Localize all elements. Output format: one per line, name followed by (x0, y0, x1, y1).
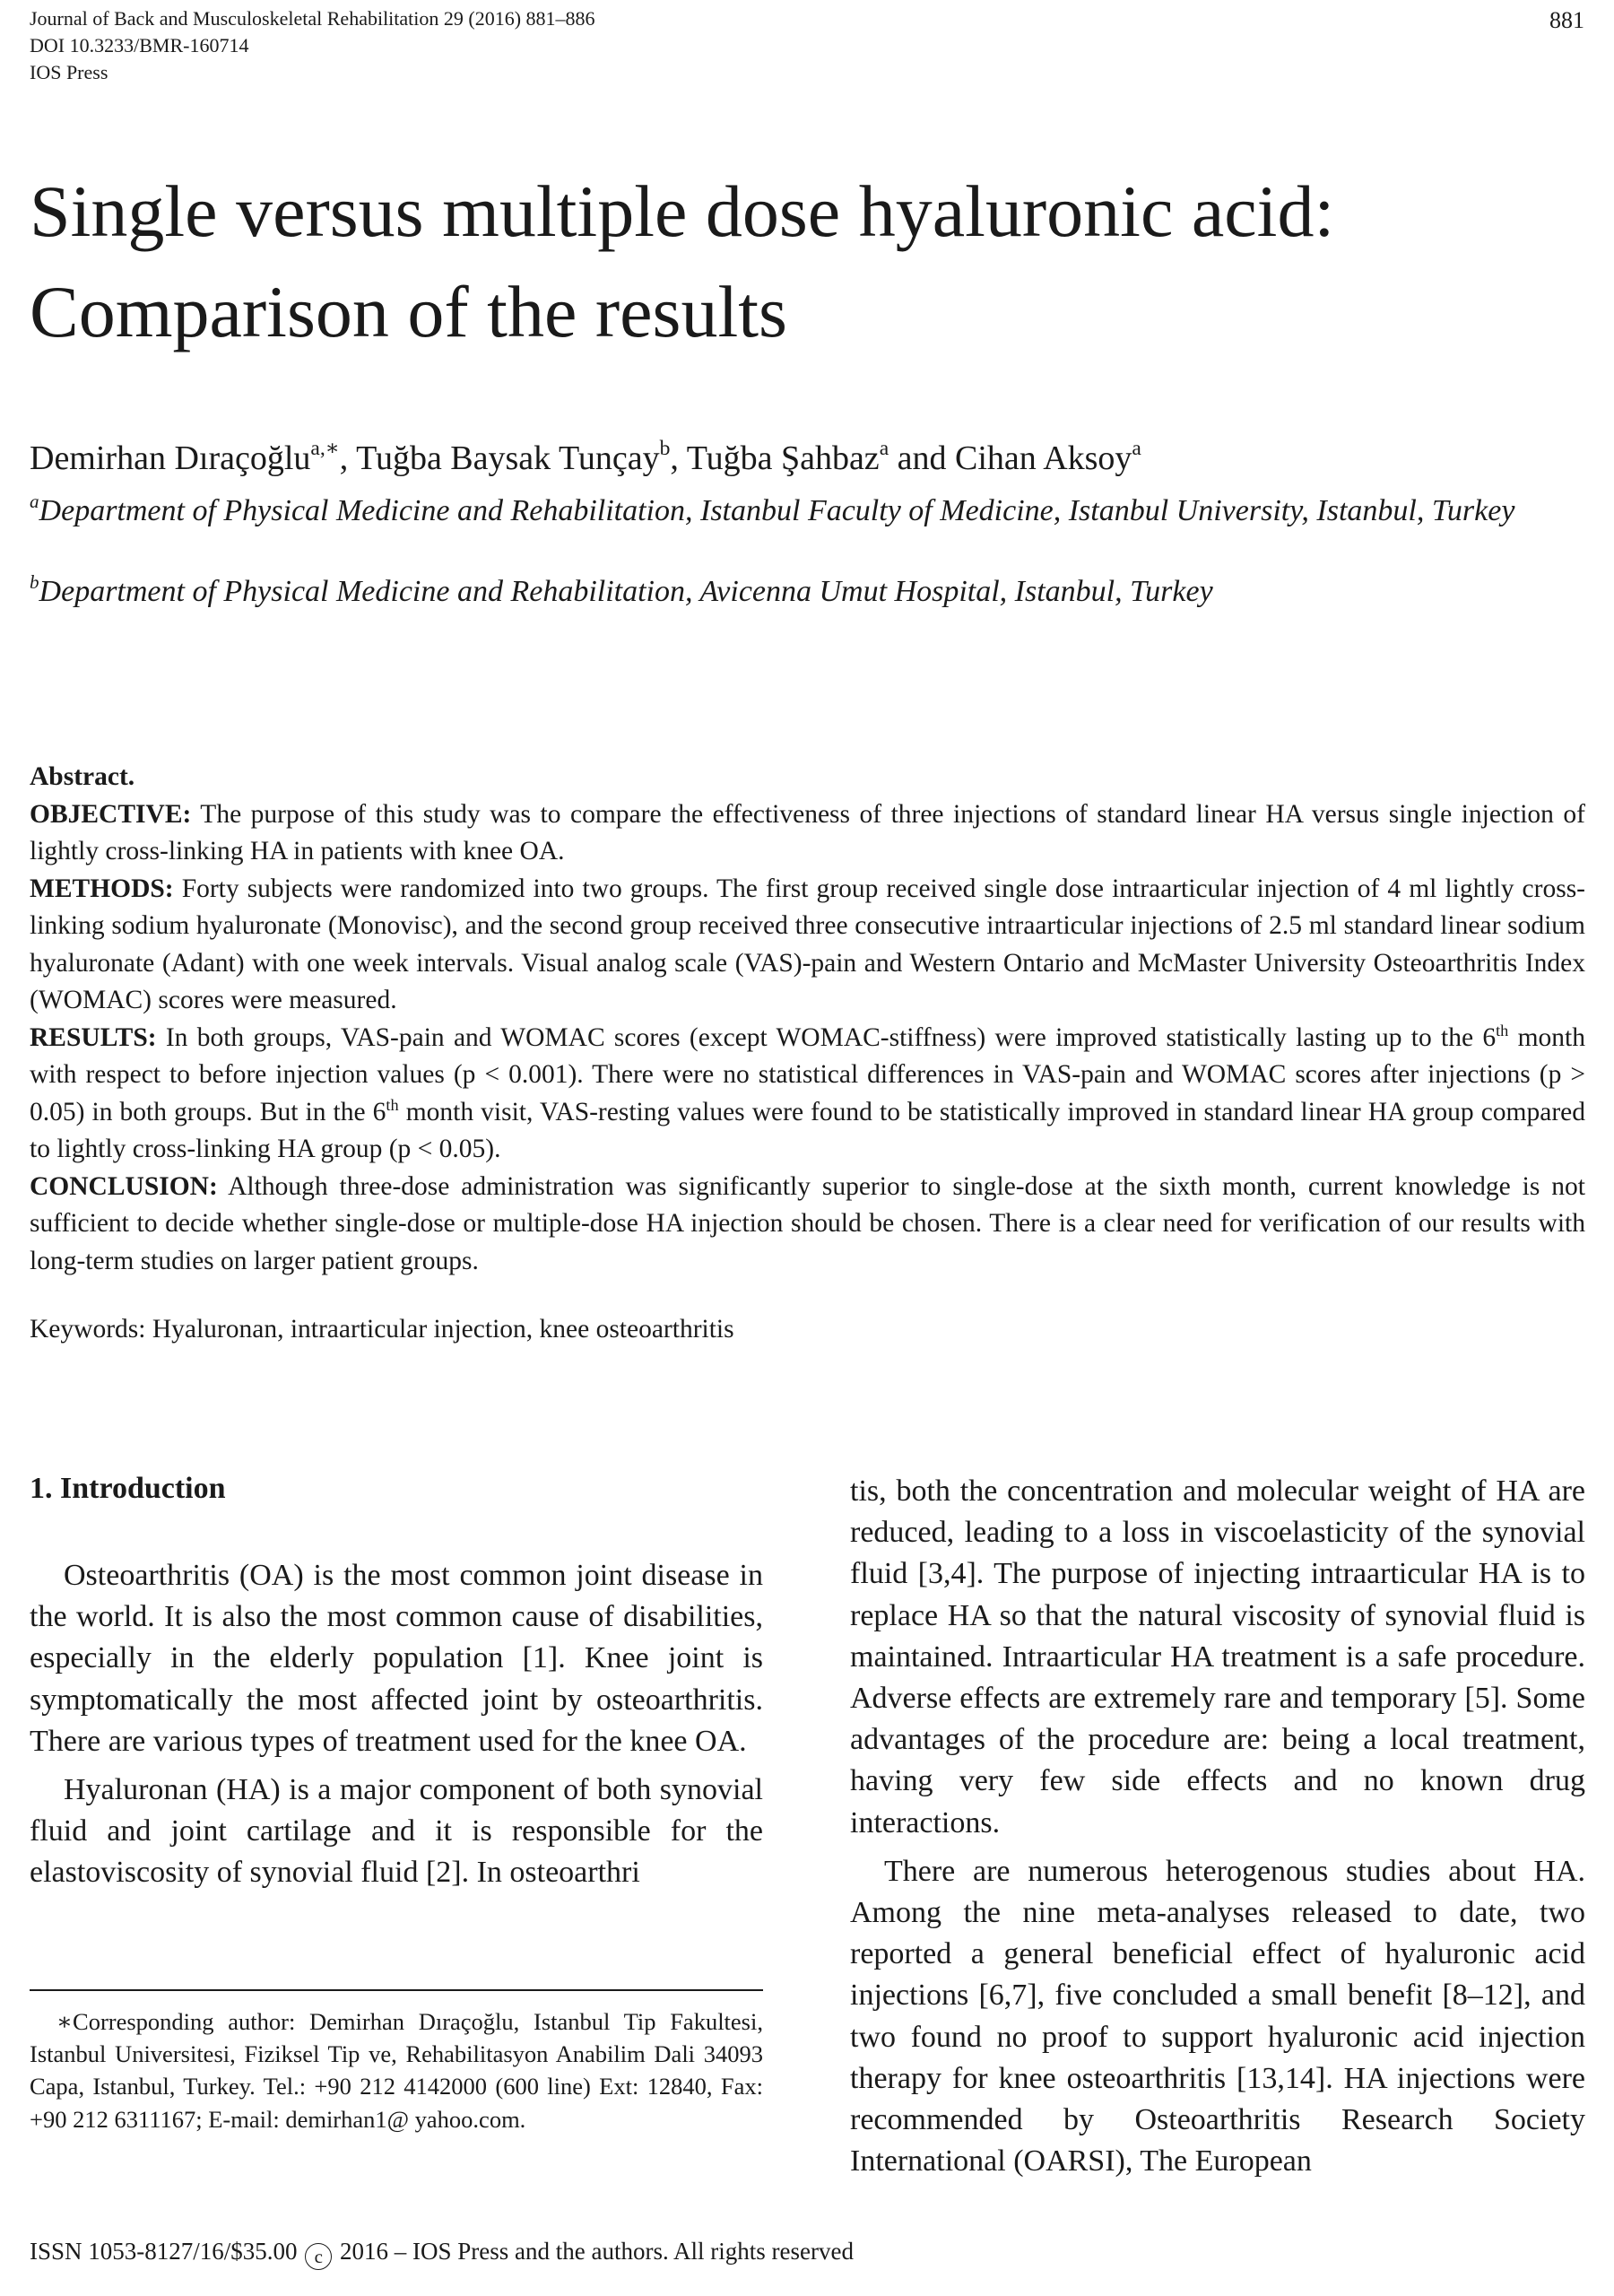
intro-paragraph-3: There are numerous heterogenous studies about HA. Among the nine meta-analyses released to date, two reported a general beneficial effect of hyaluronic acid injections [6,7], five concluded a small benefit [8–12], and two found no proof to support hyaluronic acid injection therapy for knee osteoarthritis [13,14]. HA injections were recommended by Osteoarthritis Research Society International (OARSI), The European (850, 1854, 1585, 2179)
author-4: Cihan Aksoy (955, 439, 1132, 477)
footnote-text: Corresponding author: Demirhan Dıraçoğlu, Istanbul Tip Fakultesi, Istanbul Universitesi, Fiziksel Tip ve, Rehabilitasyon Anabilim Dali 34093 Capa, Istanbul, Turkey. Tel.: +90 212 4142000 (600 line) Ext: 12840, Fax: +90 212 6311167; E-mail: demirhan1@ yahoo.com. (30, 2008, 763, 2133)
affiliation-b (30, 572, 1590, 612)
page-number: 881 (1549, 7, 1584, 33)
intro-paragraph-1: Osteoarthritis (OA) is the most common joint disease in the world. It is also the most common cause of disabilities, especially in the elderly population [1]. Knee joint is symptomatically the most affected joint by osteoarthritis. There are various types of treatment used for the knee OA. (30, 1559, 763, 1758)
corresponding-author-footnote (30, 2005, 763, 2135)
author-2-affiliation: b (659, 437, 671, 461)
results-text: In both groups, VAS-pain and WOMAC scores (except WOMAC-stiffness) were improved statistically lasting up to the 6 (156, 1022, 1497, 1052)
right-column (850, 1471, 1585, 2182)
footnote-marker: ∗ (56, 2008, 74, 2035)
author-4-affiliation: a (1132, 437, 1141, 461)
article-title (30, 161, 1581, 362)
affiliation-marker: b (30, 570, 39, 593)
abstract (30, 759, 1585, 1280)
affiliation-a (30, 491, 1590, 531)
doi: DOI 10.3233/BMR-160714 (30, 34, 249, 57)
title-line-2: Comparison of the results (30, 271, 787, 352)
section-heading-introduction: 1. Introduction (30, 1472, 226, 1505)
affiliation-text: Department of Physical Medicine and Rehabilitation, Istanbul Faculty of Medicine, Istanbul University, Istanbul, Turkey (39, 494, 1515, 527)
left-column (30, 1555, 763, 1894)
abstract-results (30, 1020, 1585, 1169)
author-2: Tuğba Baysak Tunçay (356, 439, 660, 477)
abstract-heading: Abstract. (30, 762, 135, 791)
keywords: Keywords: Hyaluronan, intraarticular injection, knee osteoarthritis (30, 1315, 734, 1344)
publisher: IOS Press (30, 61, 108, 83)
intro-paragraph-continued: tis, both the concentration and molecular weight of HA are reduced, leading to a loss in viscoelasticity of the synovial fluid [3,4]. The purpose of injecting intraarticular HA is to replace HA so that the natural viscosity of synovial fluid is maintained. Intraarticular HA treatment is a safe procedure. Adverse effects are extremely rare and temporary [5]. Some advantages of the procedure are: being a local treatment, having very few side effects and no known drug interactions. (850, 1474, 1585, 1839)
author-separator: , (339, 439, 357, 477)
conclusion-label: CONCLUSION: (30, 1171, 218, 1201)
results-text: month visit, VAS-resting values were found to be statistically improved in standard linear HA group compared to lightly cross-linking HA group (p < 0.05). (30, 1097, 1585, 1163)
objective-label: OBJECTIVE: (30, 799, 192, 829)
author-separator: , (670, 439, 687, 477)
author-3: Tuğba Şahbaz (686, 439, 880, 477)
journal-citation: Journal of Back and Musculoskeletal Rehabilitation 29 (2016) 881–886 (30, 7, 595, 30)
author-separator: and (889, 439, 956, 477)
objective-text: The purpose of this study was to compare the effectiveness of three injections of standard linear HA versus single injection of lightly cross-linking HA in patients with knee OA. (30, 799, 1585, 865)
results-text: month with respect to before injection values (p < 0.001). There were no statistical differences in VAS-pain and WOMAC scores after injections (p > 0.05) in both groups. But in the 6 (30, 1022, 1585, 1126)
footnote-rule (30, 1989, 763, 1991)
author-3-affiliation: a (879, 437, 889, 461)
ordinal-suffix: th (1496, 1021, 1509, 1039)
author-1-affiliation: a,∗ (310, 437, 340, 461)
title-line-1: Single versus multiple dose hyaluronic acid: (30, 170, 1335, 252)
copyright-icon: c (305, 2243, 332, 2270)
abstract-objective (30, 796, 1585, 871)
copyright-footer (30, 2236, 854, 2270)
author-list (30, 438, 1141, 479)
author-1: Demirhan Dıraçoğlu (30, 439, 311, 477)
intro-paragraph-2: Hyaluronan (HA) is a major component of both synovial fluid and joint cartilage and it is responsible for the elastoviscosity of synovial fluid [2]. In osteoarthri (30, 1773, 763, 1890)
conclusion-text: Although three-dose administration was significantly superior to single-dose at the sixth month, current knowledge is not sufficient to decide whether single-dose or multiple-dose HA injection should be chosen. There is a clear need for verification of our results with long-term studies on larger patient groups. (30, 1171, 1585, 1275)
results-label: RESULTS: (30, 1022, 157, 1052)
abstract-conclusion (30, 1169, 1585, 1281)
ordinal-suffix: th (386, 1095, 399, 1114)
issn: ISSN 1053-8127/16/$35.00 (30, 2238, 298, 2265)
copyright-text: 2016 – IOS Press and the authors. All rights reserved (340, 2238, 854, 2265)
affiliation-text: Department of Physical Medicine and Rehabilitation, Avicenna Umut Hospital, Istanbul, Turkey (39, 575, 1213, 608)
methods-text: Forty subjects were randomized into two groups. The first group received single dose intraarticular injection of 4 ml lightly cross-linking sodium hyaluronate (Monovisc), and the second group received three consecutive intraarticular injections of 2.5 ml standard linear sodium hyaluronate (Adant) with one week intervals. Visual analog scale (VAS)-pain and Western Ontario and McMaster University Osteoarthritis Index (WOMAC) scores were measured. (30, 874, 1585, 1014)
affiliation-marker: a (30, 490, 39, 512)
methods-label: METHODS: (30, 874, 174, 903)
abstract-methods (30, 871, 1585, 1020)
